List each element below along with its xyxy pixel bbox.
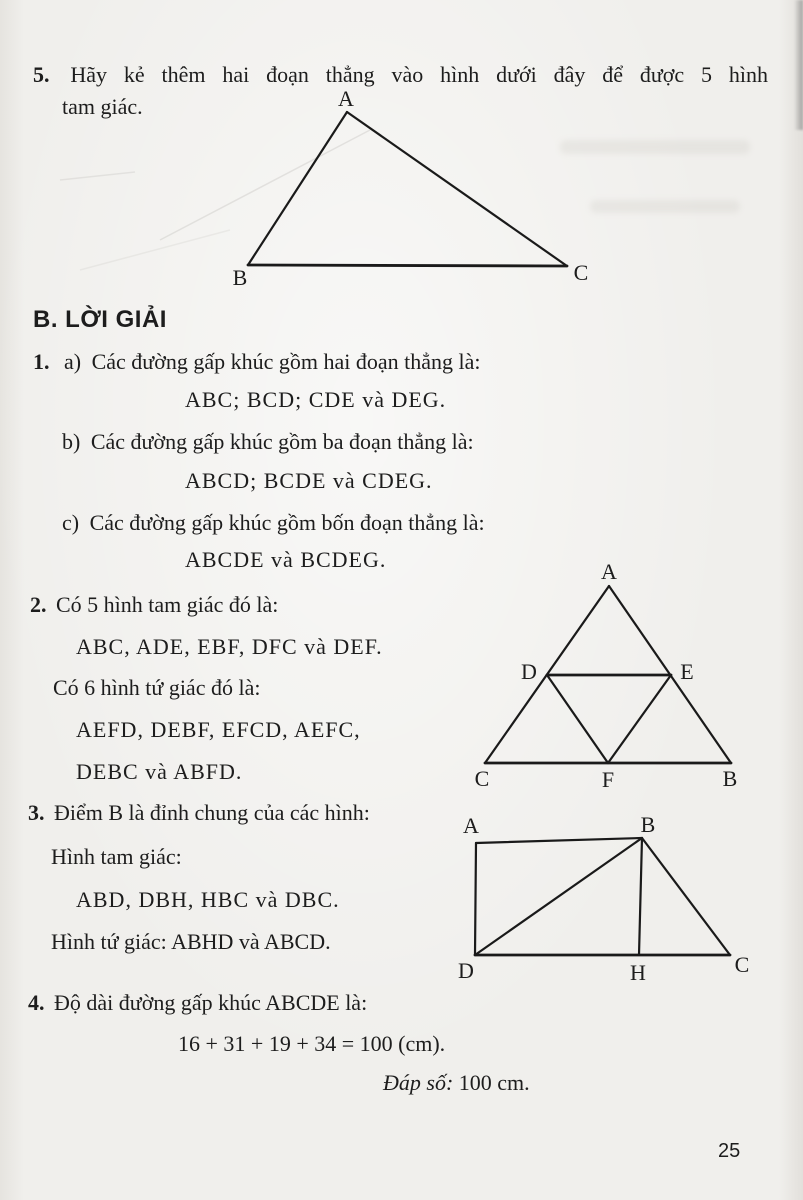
solution3-quads-line: Hình tứ giác: ABHD và ABCD. bbox=[51, 929, 331, 954]
solution1-b-text: Các đường gấp khúc gồm ba đoạn thẳng là: bbox=[90, 429, 474, 454]
solution2-answer-triangles: ABC, ADE, EBF, DFC và DEF. bbox=[76, 634, 383, 659]
solution3-number: 3. bbox=[28, 800, 45, 825]
edge-bh bbox=[639, 838, 642, 955]
solution3-triangles-answer: ABD, DBH, HBC và DBC. bbox=[76, 887, 340, 912]
solution1-c-line bbox=[62, 510, 485, 536]
vertex-label-d: D bbox=[521, 659, 537, 684]
solution3-intro-text: Điểm B là đỉnh chung của các hình: bbox=[54, 800, 370, 825]
problem5-text: Hãy kẻ thêm hai đoạn thẳng vào hình dưới đây để được 5 hình bbox=[70, 62, 769, 87]
triangle-abc-figure bbox=[225, 88, 595, 293]
bleed-through-smudge bbox=[590, 200, 740, 213]
solution4-intro bbox=[28, 990, 367, 1016]
solution2-number: 2. bbox=[30, 592, 47, 617]
vertex-label-b: B bbox=[640, 812, 656, 837]
edge-ef bbox=[608, 675, 671, 763]
solution4-answer-label: Đáp số: bbox=[383, 1070, 454, 1095]
vertex-label-b: B bbox=[232, 265, 248, 290]
vertex-label-d: D bbox=[458, 958, 474, 983]
solution4-formula: 16 + 31 + 19 + 34 = 100 (cm). bbox=[178, 1031, 446, 1056]
problem5-line1 bbox=[33, 62, 768, 88]
vertex-label-f: F bbox=[601, 767, 615, 792]
vertex-label-c: C bbox=[573, 260, 589, 285]
page-number: 25 bbox=[718, 1140, 741, 1162]
solution1-b-label: b) bbox=[62, 429, 81, 454]
solution1-number: 1. bbox=[33, 349, 50, 374]
solution4-answer-value: 100 cm. bbox=[458, 1070, 530, 1095]
problem5-number: 5. bbox=[33, 62, 50, 87]
solution1-a-answer: ABC; BCD; CDE và DEG. bbox=[185, 387, 447, 412]
vertex-label-a: A bbox=[463, 813, 479, 838]
edge-ab bbox=[476, 838, 642, 843]
solution1-a-label: a) bbox=[64, 349, 82, 374]
vertex-label-e: E bbox=[680, 659, 694, 684]
solution2-intro-quads: Có 6 hình tứ giác đó là: bbox=[53, 675, 261, 700]
solution2-intro-triangles bbox=[30, 592, 278, 618]
solution2-intro-triangles-text: Có 5 hình tam giác đó là: bbox=[56, 592, 279, 617]
triangle-adef-figure bbox=[468, 560, 753, 795]
edge-df bbox=[547, 675, 608, 763]
edge-ab bbox=[248, 112, 347, 265]
solution1-c-text: Các đường gấp khúc gồm bốn đoạn thẳng là: bbox=[89, 510, 485, 535]
edge-db bbox=[475, 838, 642, 955]
vertex-label-a: A bbox=[601, 560, 617, 584]
vertex-label-a: A bbox=[338, 88, 354, 111]
solution1-b-line bbox=[62, 429, 474, 455]
vertex-label-c: C bbox=[474, 766, 490, 791]
quadrilateral-abcd-figure bbox=[452, 806, 757, 996]
edge-ac bbox=[347, 112, 567, 266]
solution3-triangles-label: Hình tam giác: bbox=[51, 844, 182, 869]
edge-ad bbox=[475, 843, 476, 955]
solution1-b-answer: ABCD; BCDE và CDEG. bbox=[185, 468, 433, 493]
edge-bc bbox=[642, 838, 730, 955]
solution1-c-label: c) bbox=[62, 510, 80, 535]
solution1-a-text: Các đường gấp khúc gồm hai đoạn thẳng là: bbox=[91, 349, 481, 374]
solution2-answer-quads-2: DEBC và ABFD. bbox=[76, 759, 243, 784]
edge-bc bbox=[248, 265, 567, 266]
vertex-label-h: H bbox=[630, 960, 646, 985]
solution4-answer-line bbox=[383, 1070, 530, 1096]
solution3-intro bbox=[28, 800, 370, 826]
solution1-c-answer: ABCDE và BCDEG. bbox=[185, 547, 387, 572]
scan-edge-shadow bbox=[794, 0, 803, 130]
vertex-label-c: C bbox=[734, 952, 750, 977]
solutions-header: B. LỜI GIẢI bbox=[33, 306, 167, 333]
solution4-number: 4. bbox=[28, 990, 45, 1015]
vertex-label-b: B bbox=[722, 766, 738, 791]
solution4-intro-text: Độ dài đường gấp khúc ABCDE là: bbox=[54, 990, 368, 1015]
solution1-a-line bbox=[33, 349, 481, 375]
solution2-answer-quads-1: AEFD, DEBF, EFCD, AEFC, bbox=[76, 717, 361, 742]
problem5-line2: tam giác. bbox=[62, 94, 143, 119]
